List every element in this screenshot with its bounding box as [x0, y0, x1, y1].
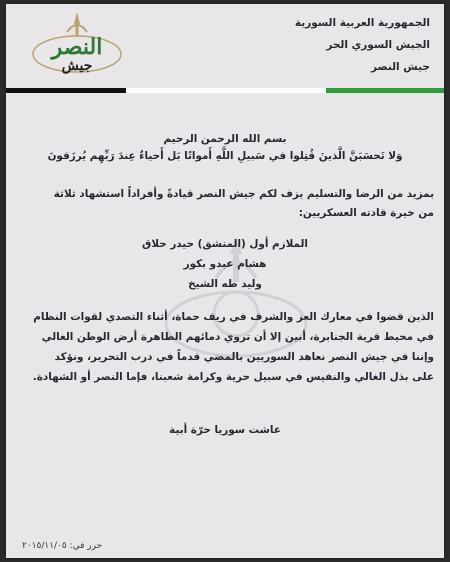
martyr-names-list	[6, 234, 444, 294]
issue-date: حرر في: ٢٠١٥/١١/٠٥	[22, 541, 103, 551]
letterhead	[295, 12, 430, 78]
letterhead-line-1: الجمهورية العربية السورية	[294, 17, 430, 29]
flag-stripe-green	[326, 88, 444, 93]
paragraph-line: الذين قضوا في معارك العز والشرف في ريف حماة، أثناء التصدي لقوات النظام	[33, 311, 434, 323]
martyr-name: هشام عبدو بكور	[183, 258, 267, 270]
document-page	[6, 4, 444, 558]
letterhead-line-2: الجيش السوري الحر	[326, 39, 430, 51]
letterhead-line-3: جيش النصر	[370, 61, 430, 73]
closing-slogan: عاشت سوريا حرّة أبية	[169, 424, 281, 436]
quran-verse: وَلا تَحسَبَنَّ الَّذينَ قُتِلوا في سَبيلِ اللَّهِ أَمواتًا بَل أَحياءٌ عِندَ رَبِّهِم يُرزَقونَ	[47, 150, 403, 162]
flag-stripe-black	[6, 88, 126, 93]
logo-text-top: النصر	[51, 34, 103, 60]
paragraph-line: من خيرة قادته العسكريين:	[298, 207, 434, 219]
martyr-name: الملازم أول (المنشق) حيدر حلاق	[142, 238, 308, 250]
paragraph-line: وإننا في جيش النصر نعاهد السوريين بالمضي قدماً في درب التحرير، ونؤكد	[54, 351, 434, 363]
paragraph-line: على بذل الغالي والنفيس في سبيل حرية وكرامة شعبنا، فإما النصر أو الشهادة.	[32, 371, 434, 383]
martyr-name: وليد طه الشيخ	[188, 278, 262, 290]
jaish-al-nasr-logo	[24, 10, 130, 82]
paragraph-line: في محيط قرية الجنابرة، أبين إلا أن تروي دمائهم الطاهرة أرض الوطن الغالي	[41, 331, 434, 343]
battle-paragraph	[16, 307, 434, 387]
paragraph-line: بمزيد من الرضا والتسليم يزف لكم جيش النصر قيادةً وأفراداً استشهاد ثلاثة	[53, 188, 434, 200]
logo-text-bottom: جيش	[61, 58, 93, 74]
basmala: بسم الله الرحمن الرحيم	[163, 133, 287, 145]
announcement-paragraph	[16, 185, 434, 223]
flag-stripe-white	[126, 88, 326, 93]
